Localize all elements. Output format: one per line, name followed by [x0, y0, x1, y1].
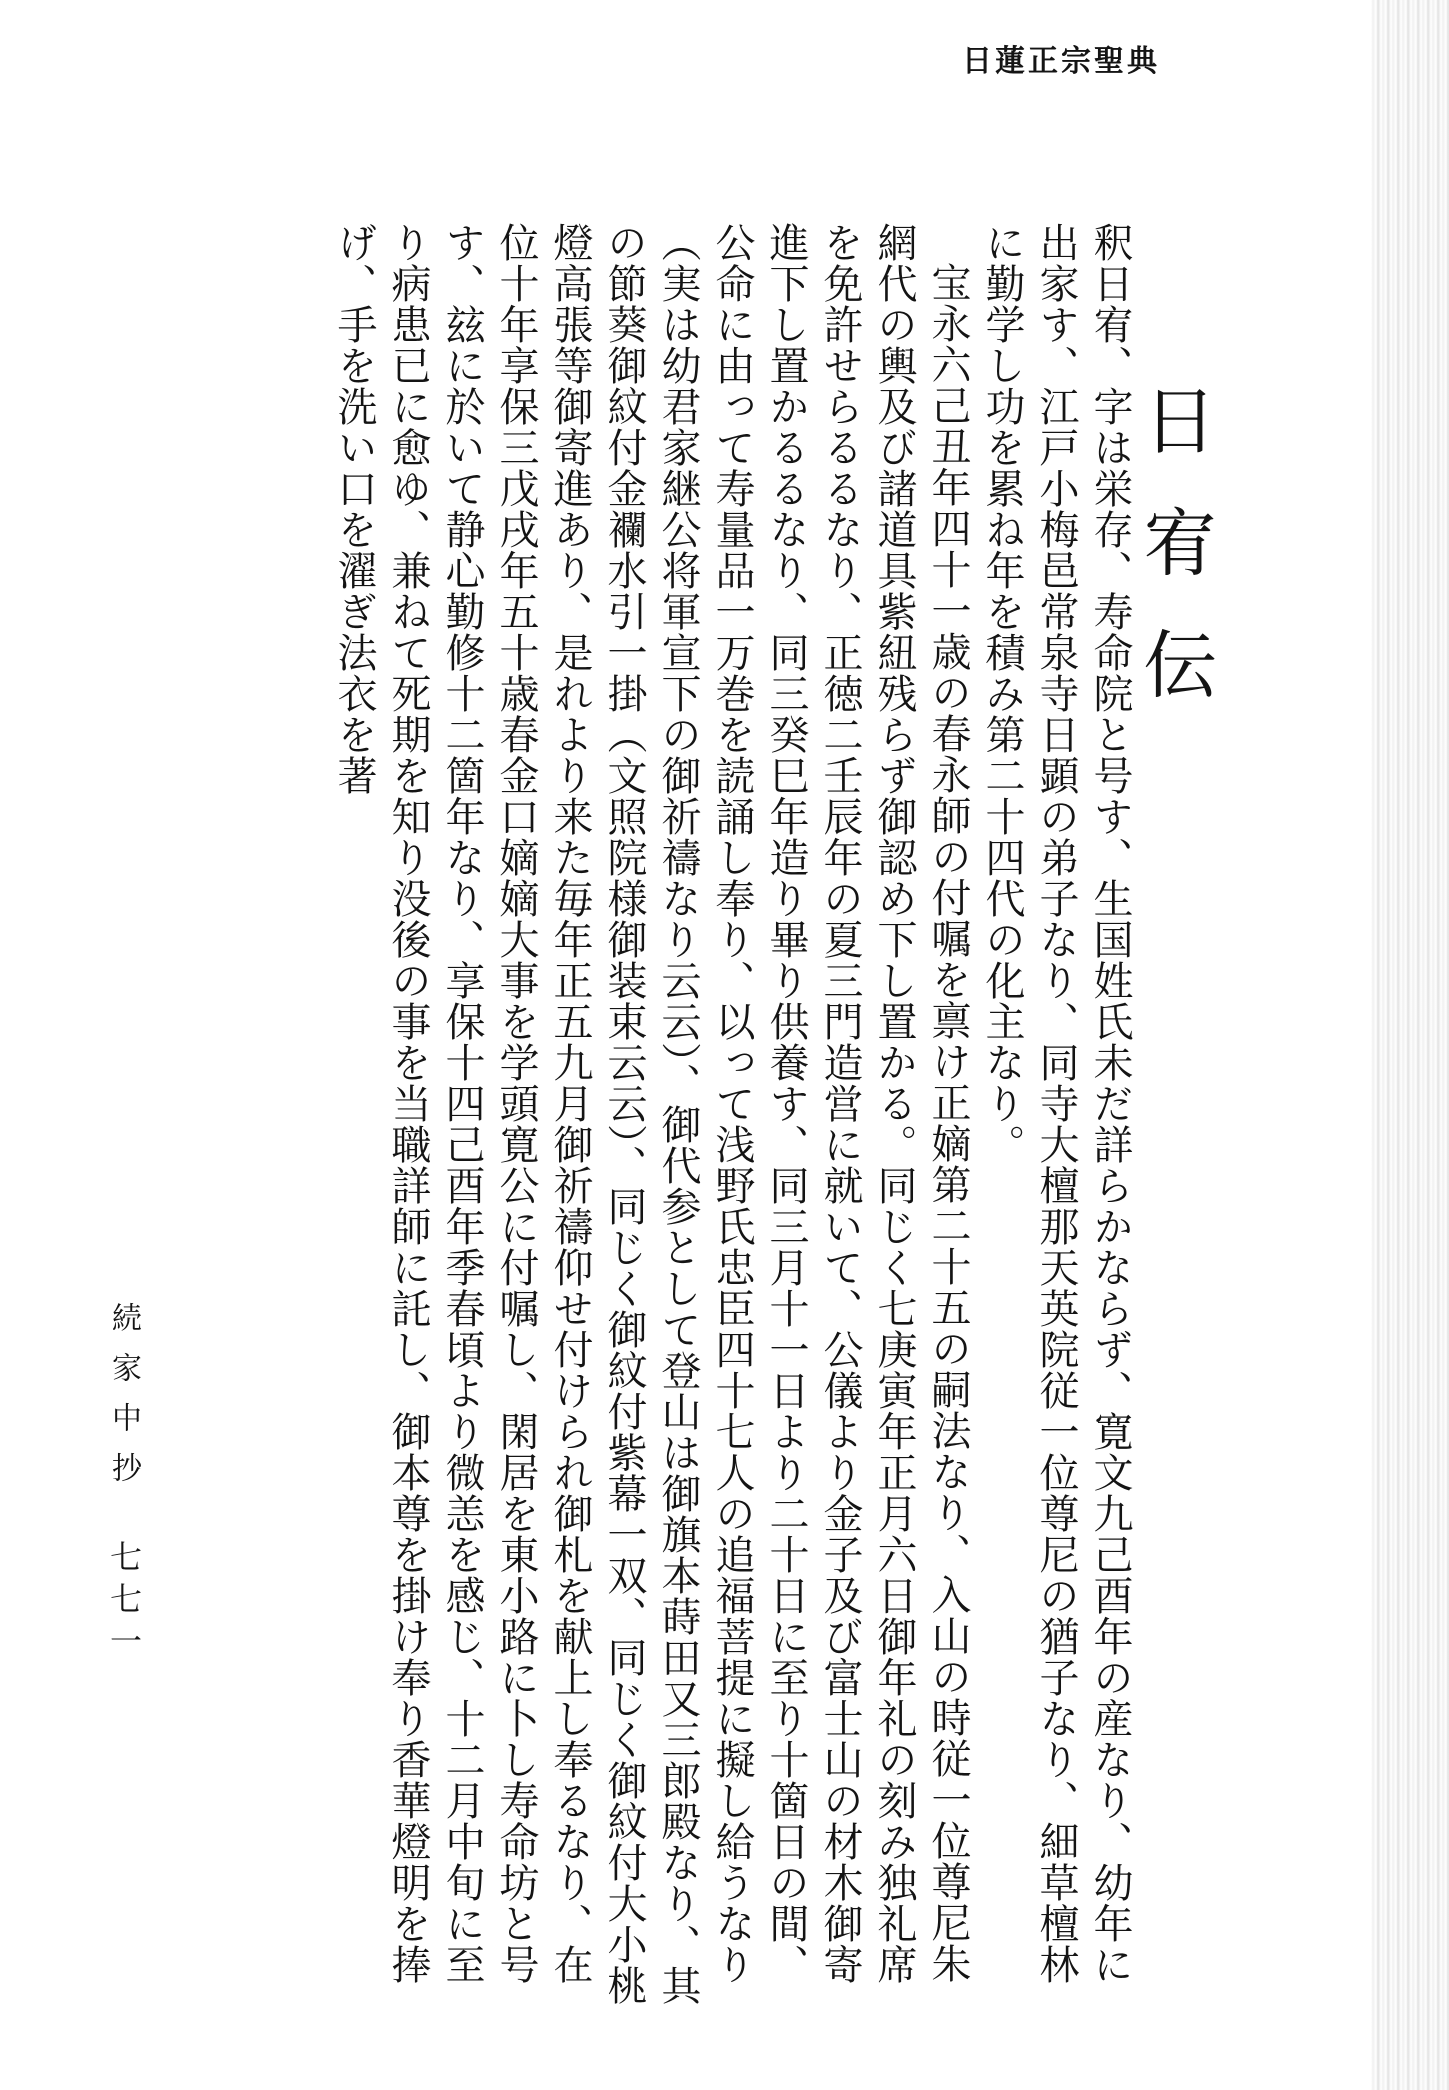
page-edge-shadow: [1371, 0, 1449, 2090]
source-title: 続家中抄: [106, 1302, 141, 1502]
running-header: 日蓮正宗聖典: [962, 44, 1160, 79]
chapter-title: 日宥伝: [1131, 382, 1217, 748]
page-number: 七七一: [105, 1540, 143, 1666]
body-text: [327, 222, 1137, 2022]
paragraph: 宝永六己丑年四十一歳の春永師の付嘱を禀け正嫡第二十五の嗣法なり、入山の時従一位尊尼朱網代の輿及び諸道具紫紐残らず御認め下し置かる。同じく七庚寅年正月六日御年礼の刻み独礼席を免許せらるるなり、正徳二壬辰年の夏三門造営に就いて、公儀より金子及び富士山の材木御寄進下し置かるるなり、同三癸巳年造り畢り供養す、同三月十一日より二十日に至り十箇日の間、公命に由って寿量品一万巻を読誦し奉り、以って浅野氏忠臣四十七人の追福菩提に擬し給うなり（実は幼君家継公将軍宣下の御祈禱なり云云）、御代参として登山は御旗本蒔田又三郎殿なり、其の節葵御紋付金襴水引一掛（文照院様御装束云云）、同じく御紋付紫幕一双、同じく御紋付大小桃燈高張等御寄進あり、是れより来た毎年正五九月御祈禱仰せ付けられ御札を献上し奉るなり、在位十年享保三戊戌年五十歳春金口嫡嫡大事を学頭寛公に付嘱し、閑居を東小路に卜し寿命坊と号す、玆に於いて静心勤修十二箇年なり、享保十四己酉年季春頃より微恙を感じ、十二月中旬に至り病患已に愈ゆ、兼ねて死期を知り没後の事を当職詳師に託し、御本尊を掛け奉り香華燈明を捧げ、手を洗い口を濯ぎ法衣を著: [331, 222, 971, 2006]
paragraph: 釈日宥、字は栄存、寿命院と号す、生国姓氏未だ詳らかならず、寛文九己酉年の産なり、幼年に出家す、江戸小梅邑常泉寺日顕の弟子なり、同寺大檀那天英院従一位尊尼の猶子なり、細草檀林に勤学し功を累ね年を積み第二十四代の化主なり。: [979, 222, 1133, 1985]
